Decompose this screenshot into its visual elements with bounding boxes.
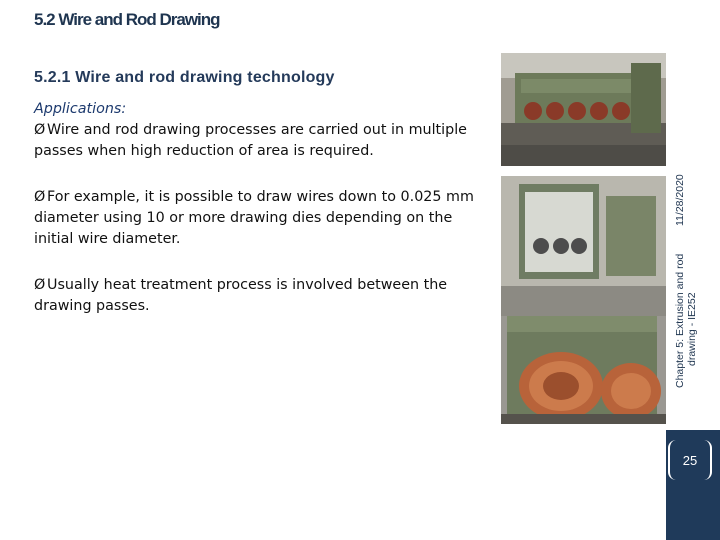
bullet-marker: Ø (34, 277, 46, 293)
bullet-marker: Ø (34, 122, 46, 138)
applications-label: Applications: (34, 101, 127, 117)
wire-drawing-machine-photo (501, 53, 666, 166)
bullet-3-text: Usually heat treatment process is involved between the drawing passes. (34, 277, 448, 314)
multi-die-machine-photo (501, 176, 666, 424)
applications-block (34, 99, 474, 162)
slide-date: 11/28/2020 (674, 174, 686, 226)
bullet-1 (34, 120, 474, 162)
chapter-line-2: drawing - IE252 (686, 292, 698, 366)
bullet-3 (34, 275, 474, 317)
page-number-box (668, 440, 712, 480)
bullet-marker: Ø (34, 189, 46, 205)
chapter-line-1: Chapter 5: Extrusion and rod (674, 253, 686, 388)
bullet-2-text: For example, it is possible to draw wires down to 0.025 mm diameter using 10 or more drawing dies depending on the initial wire diameter. (34, 189, 474, 247)
section-subtitle: 5.2.1 Wire and rod drawing technology (34, 69, 335, 86)
chapter-footer (674, 188, 698, 388)
page-number: 25 (682, 452, 698, 468)
bullet-2 (34, 187, 474, 250)
slide-title: 5.2 Wire and Rod Drawing (34, 10, 220, 29)
bullet-1-text: Wire and rod drawing processes are carried out in multiple passes when high reduction of area is required. (34, 122, 467, 159)
